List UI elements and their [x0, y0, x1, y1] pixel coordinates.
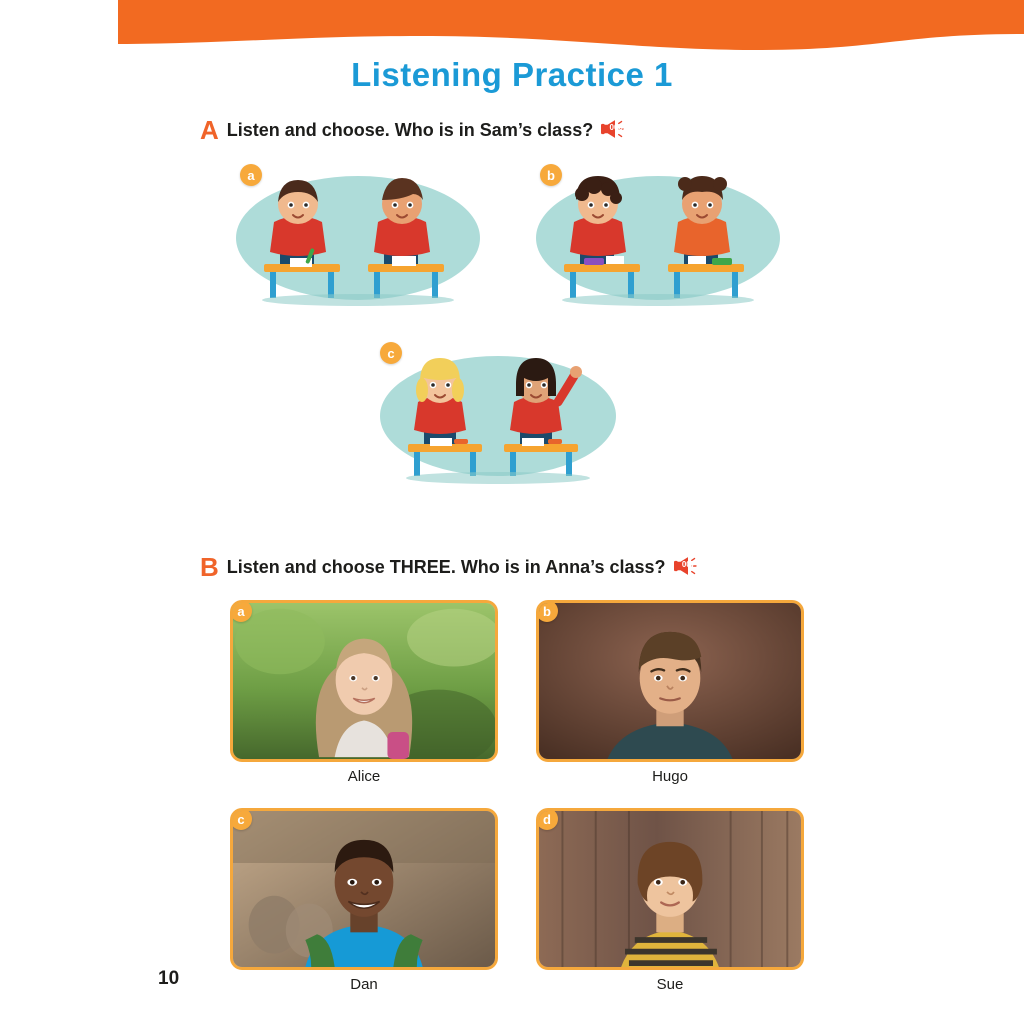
track-006-icon[interactable]	[601, 115, 647, 145]
track-007-number: 007	[681, 560, 696, 569]
photo-card-alice[interactable]	[230, 600, 498, 762]
photo-card-sue[interactable]	[536, 808, 804, 970]
option-c-bubble-b[interactable]: c	[230, 808, 252, 830]
track-007-label: Track	[681, 552, 698, 558]
photo-card-hugo[interactable]	[536, 600, 804, 762]
photo-sue	[539, 811, 801, 967]
photo-alice	[233, 603, 495, 759]
photo-name-hugo: Hugo	[652, 768, 688, 785]
option-b-illustration[interactable]	[532, 160, 784, 310]
exercise-b-instruction: Listen and choose THREE. Who is in Anna’s class?	[226, 556, 666, 577]
scene-two-girls-hand-up	[372, 338, 624, 488]
photo-name-alice: Alice	[347, 768, 381, 785]
option-a-bubble[interactable]: a	[240, 164, 262, 186]
option-d-bubble-b[interactable]: d	[536, 808, 558, 830]
option-c-illustration[interactable]	[372, 338, 624, 488]
exercise-b-heading	[200, 552, 720, 582]
track-006-number: 006	[609, 123, 623, 132]
option-a-bubble-b[interactable]: a	[230, 600, 252, 622]
track-006-label: Track	[609, 115, 626, 121]
scene-two-boys-writing	[232, 160, 484, 310]
option-a-illustration[interactable]	[232, 160, 484, 310]
option-c-bubble[interactable]: c	[380, 342, 402, 364]
exercise-a-instruction: Listen and choose. Who is in Sam’s class?	[226, 119, 594, 140]
scene-two-children-crayons	[532, 160, 784, 310]
track-007-icon[interactable]	[674, 552, 720, 582]
option-b-bubble-b[interactable]: b	[536, 600, 558, 622]
exercise-a-letter: A	[200, 115, 219, 145]
option-b-bubble[interactable]: b	[540, 164, 562, 186]
top-banner	[0, 0, 1024, 60]
photo-name-sue: Sue	[656, 976, 684, 993]
page-number: 10	[158, 968, 180, 989]
exercise-a-heading	[200, 115, 647, 145]
photo-card-dan[interactable]	[230, 808, 498, 970]
photo-dan	[233, 811, 495, 967]
page-title: Listening Practice 1	[351, 56, 673, 93]
photo-name-dan: Dan	[350, 976, 378, 993]
exercise-b-letter: B	[200, 552, 219, 582]
photo-hugo	[539, 603, 801, 759]
